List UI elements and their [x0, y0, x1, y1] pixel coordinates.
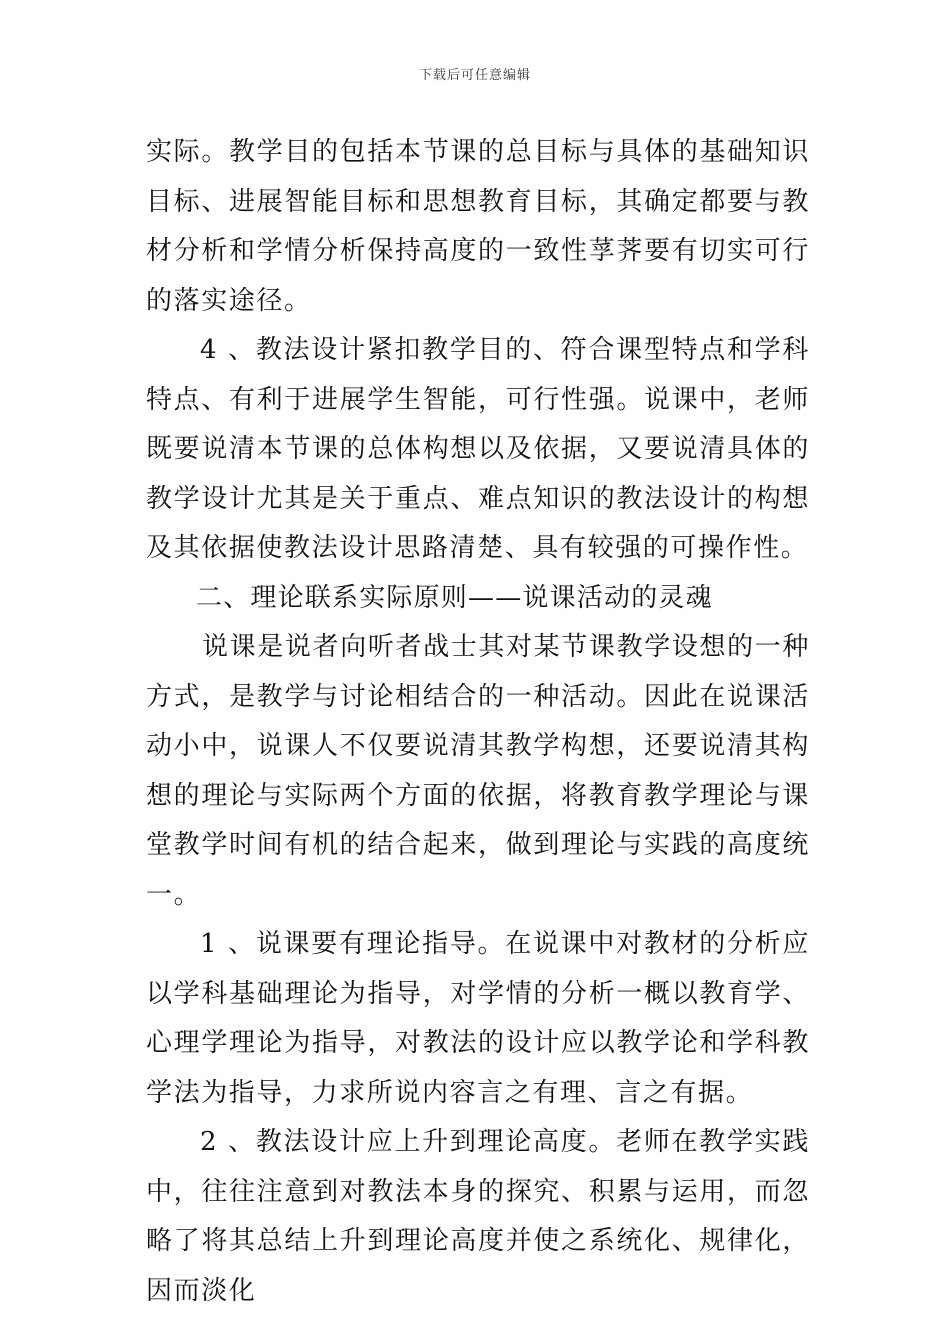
paragraph-point-4: 4 、教法设计紧扣教学目的、符合课型特点和学科特点、有利于进展学生智能，可行性强。说课中，老师既要说清本节课的总体构想以及依据，又要说清具体的教学设计尤其是关于重点、难点知识的教法设计的构想及其依据使教法设计思路清楚、具有较强的可操作性。: [146, 335, 810, 563]
paragraph-theory-practice: 说课是说者向听者战士其对某节课教学设想的一种方式，是教学与讨论相结合的一种活动。因此在说课活动小中，说课人不仅要说清其教学构想，还要说清其构想的理论与实际两个方面的依据，将教育教学理论与课堂教学时间有机的结合起来，做到理论与实践的高度统一。: [146, 632, 810, 910]
section-heading-2: 二、理论联系实际原则——说课活动的灵魂: [196, 582, 713, 613]
paragraph-point-1: 1 、说课要有理论指导。在说课中对教材的分析应以学科基础理论为指导，对学情的分析一概以教育学、心理学理论为指导，对教法的设计应以教学论和学科教学法为指导，力求所说内容言之有理、言之有据。: [146, 929, 810, 1108]
page-header: 下载后可任意编辑: [418, 68, 531, 83]
paragraph-goals-continued: 实际。教学目的包括本节课的总目标与具体的基础知识目标、进展智能目标和思想教育目标，其确定都要与教材分析和学情分析保持高度的一致性莩荠要有切实可行的落实途径。: [146, 137, 810, 316]
paragraph-point-2: 2 、教法设计应上升到理论高度。老师在教学实践中，往往注意到对教法本身的探究、积累与运用，而忽略了将其总结上升到理论高度并使之系统化、规律化，因而淡化: [146, 1127, 810, 1306]
document-body: [146, 128, 810, 1316]
